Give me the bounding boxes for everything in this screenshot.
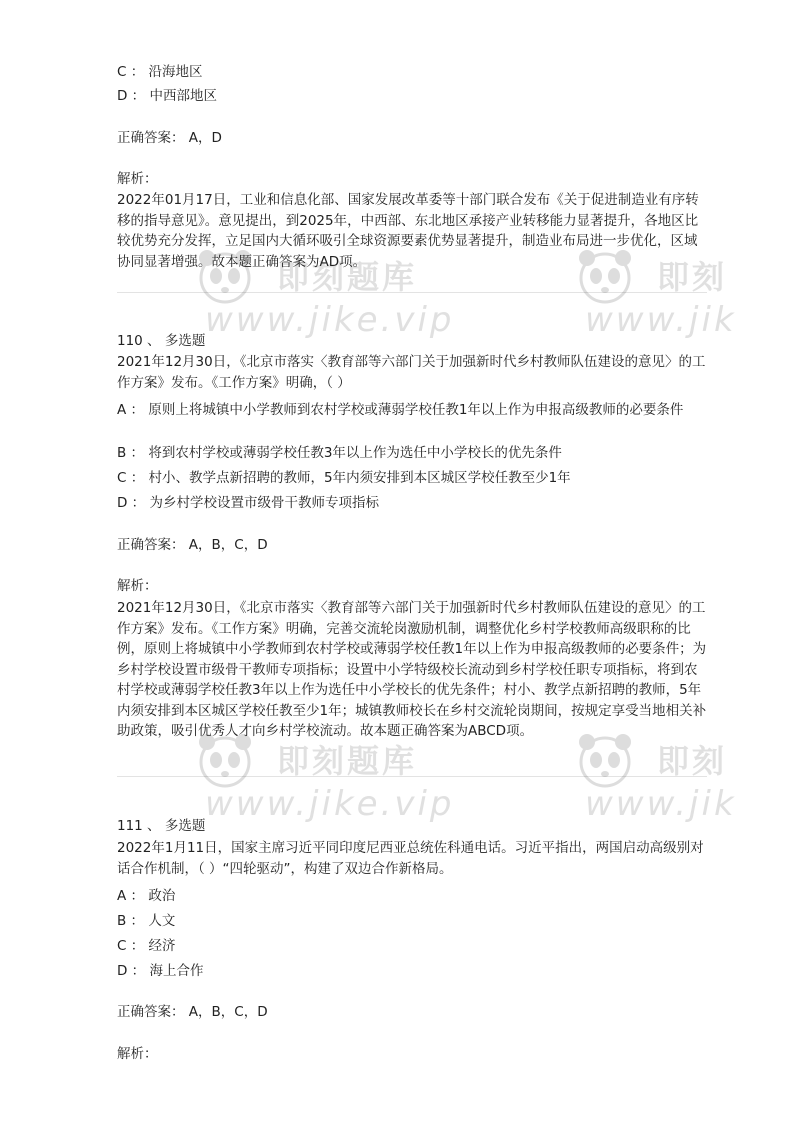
question-divider bbox=[117, 292, 707, 293]
watermark-brand: 即刻 bbox=[657, 258, 728, 296]
q109-analysis-text: 2022年01月17日，工业和信息化部、国家发展改革委等十部门联合发布《关于促进制造业有序转移的指导意见》。意见提出，到2025年，中西部、东北地区承接产业转移能力显著提升，各地区比较优势充分发挥，立足国内大循环吸引全球资源要素优势显著提升，制造业布局进一步优化，区域协同显著增强。故本题正确答案为AD项。 bbox=[117, 192, 699, 270]
q110-option-c: C ： 村小、教学点新招聘的教师，5年内须安排到本区城区学校任教至少1年 bbox=[117, 470, 571, 486]
q110-option-a: A ： 原则上将城镇中小学教师到农村学校或薄弱学校任教1年以上作为申报高级教师的必要条件 bbox=[117, 402, 684, 418]
q109-option-c: C ： 沿海地区 bbox=[117, 64, 203, 80]
q110-number: 110 、 多选题 bbox=[117, 333, 206, 349]
q110-option-b: B ： 将到农村学校或薄弱学校任教3年以上作为选任中小学校长的优先条件 bbox=[117, 445, 562, 461]
watermark-brand: 即刻题库 bbox=[277, 742, 418, 780]
q109-answer: 正确答案： A，D bbox=[117, 130, 222, 146]
q110-option-d: D ： 为乡村学校设置市级骨干教师专项指标 bbox=[117, 495, 379, 511]
q111-answer: 正确答案： A，B，C，D bbox=[117, 1004, 268, 1020]
watermark-url: www.jik bbox=[585, 300, 737, 340]
question-divider bbox=[117, 776, 707, 777]
watermark-url: www.jike.vip bbox=[205, 300, 455, 340]
watermark-brand: 即刻题库 bbox=[277, 258, 418, 296]
q109-analysis-label: 解析： bbox=[117, 171, 158, 187]
watermark-url: www.jike.vip bbox=[205, 784, 455, 824]
q109-option-d: D ： 中西部地区 bbox=[117, 88, 217, 104]
q111-number: 111 、 多选题 bbox=[117, 818, 206, 834]
watermark-brand: 即刻 bbox=[657, 742, 728, 780]
q110-answer: 正确答案： A，B，C，D bbox=[117, 537, 268, 553]
watermark-url: www.jik bbox=[585, 784, 737, 824]
q111-analysis-label: 解析： bbox=[117, 1046, 158, 1062]
q111-stem: 2022年1月11日，国家主席习近平同印度尼西亚总统佐科通电话。习近平指出，两国启动高级别对话合作机制，（ ）“四轮驱动”，构建了双边合作新格局。 bbox=[117, 840, 704, 877]
q110-analysis-label: 解析： bbox=[117, 578, 158, 594]
q110-stem: 2021年12月30日，《北京市落实〈教育部等六部门关于加强新时代乡村教师队伍建设的意见〉的工作方案》发布。《工作方案》明确，（ ） bbox=[117, 354, 706, 391]
q111-option-c: C ： 经济 bbox=[117, 938, 176, 954]
q111-option-b: B ： 人文 bbox=[117, 913, 176, 929]
q111-option-d: D ： 海上合作 bbox=[117, 963, 204, 979]
q111-option-a: A ： 政治 bbox=[117, 888, 176, 904]
q110-analysis-text: 2021年12月30日，《北京市落实〈教育部等六部门关于加强新时代乡村教师队伍建设的意见〉的工作方案》发布。《工作方案》明确，完善交流轮岗激励机制，调整优化乡村学校教师高级职称的比例，原则上将城镇中小学教师到农村学校或薄弱学校任教1年以上作为申报高级教师的必要条件；为乡村学校设置市级骨干教师专项指标；设置中小学特级校长流动到乡村学校任职专项指标，将到农村学校或薄弱学校任教3年以上作为选任中小学校长的优先条件；村小、教学点新招聘的教师，5年内须安排到本区城区学校任教至少1年；城镇教师校长在乡村交流轮岗期间，按规定享受当地相关补助政策，吸引优秀人才向乡村学校流动。故本题正确答案为ABCD项。 bbox=[117, 600, 707, 739]
